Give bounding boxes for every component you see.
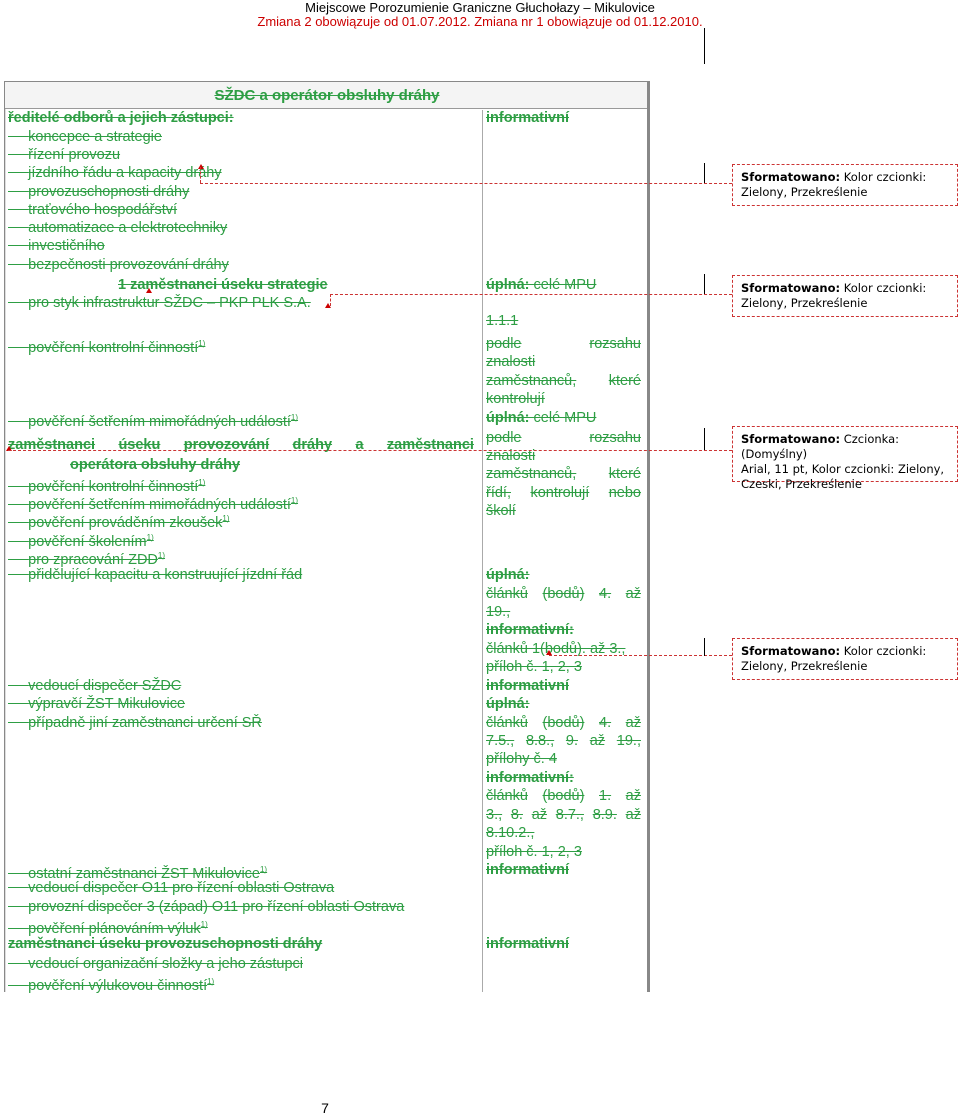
scope-strategy: úplná: celé MPU: [486, 277, 597, 293]
change-bar: [704, 28, 705, 64]
scope-investigation: úplná: celé MPU: [486, 410, 597, 426]
row-operation-staff: zaměstnanci úseku provozování dráhy a zaměstnanci: [8, 437, 474, 453]
scope-inspection-l1: podle rozsahu: [486, 336, 641, 352]
comment-connector: [200, 183, 732, 184]
scope-capacity-info: informativní:: [486, 622, 574, 638]
table-title-row: [5, 82, 649, 109]
row-other-station-staff: ostatní zaměstnanci ŽST Mikulovice$^{1)}$: [28, 865, 268, 882]
row-directors: ředitelé odborů a jejich zástupci:: [8, 110, 234, 126]
scope-station-info: informativní:: [486, 770, 574, 786]
row-track: traťového hospodářství: [28, 202, 178, 218]
row-concept: koncepce a strategie: [28, 129, 162, 145]
row-o11-chief: vedoucí dispečer O11 pro řízení oblasti Ostrava: [28, 880, 335, 896]
row-testing: pověření prováděním zkoušek$^{1)}$: [28, 514, 230, 531]
scope-capacity-full: úplná:: [486, 567, 530, 583]
scope-station-full: úplná:: [486, 696, 530, 712]
scope-station-l2: článků (bodů) 4. až: [486, 715, 641, 731]
scope-operation-l3: zaměstnanců, které: [486, 466, 641, 482]
format-comment-balloon[interactable]: Sformatowano: Kolor czcionki: Zielony, Przekreślenie: [732, 275, 958, 317]
row-border-contact: pro styk infrastruktur SŽDC – PKP PLK S.A.: [28, 295, 311, 311]
comment-connector: [330, 294, 732, 295]
scope-other-staff: informativní: [486, 862, 569, 878]
scope-inspection-l2: znalosti: [486, 354, 536, 370]
comment-connector: [8, 450, 732, 451]
row-operability: provozuschopnosti dráhy: [28, 184, 190, 200]
row-investigation-2: pověření šetřením mimořádných událostí$^{1)}$: [28, 496, 299, 513]
table-title: SŽDC a operátor obsluhy dráhy: [214, 87, 440, 104]
row-automation: automatizace a elektrotechniky: [28, 220, 228, 236]
row-timetable: jízdního řádu a kapacity dráhy: [28, 165, 222, 181]
scope-operation-l4: řídí, kontrolují nebo: [486, 485, 641, 501]
row-inspection-2: pověření kontrolní činností$^{1)}$: [28, 478, 206, 495]
format-comment-balloon[interactable]: Sformatowano: Czcionka: (Domyślny) Arial, 11 pt, Kolor czcionki: Zielony, Czeski, Przekreślenie: [732, 426, 958, 482]
scope-station-l9: příloh č. 1, 2, 3: [486, 844, 582, 860]
scope-capacity-l5: článků 1(bodů). až 3.,: [486, 641, 626, 657]
row-closure-activity: pověření výlukovou činností$^{1)}$: [28, 977, 215, 994]
row-strategy-staff: 1 zaměstnanci úseku strategie: [118, 277, 328, 293]
row-o11-dispatcher: provozní dispečer 3 (západ) O11 pro řízení oblasti Ostrava: [28, 899, 405, 915]
row-safety: bezpečnosti provozování dráhy: [28, 257, 229, 273]
scope-station-l3: 7.5., 8.8., 9. až 19.,: [486, 733, 641, 749]
scope-inspection-l3: zaměstnanců, které: [486, 373, 641, 389]
page-number: 7: [321, 1100, 329, 1116]
change-bar: [704, 274, 705, 294]
scope-capacity-l3: 19.,: [486, 604, 511, 620]
row-unit-head: vedoucí organizační složky a jeho zástupci: [28, 956, 304, 972]
row-other-designated: případně jiní zaměstnanci určení SŘ: [28, 715, 262, 731]
scope-station-l4: přílohy č. 4: [486, 751, 557, 767]
scope-operation-l1: podle rozsahu: [486, 430, 641, 446]
column-divider: [482, 110, 483, 992]
row-investment: investičního: [28, 238, 105, 254]
running-header-amendments: Zmiana 2 obowiązuje od 01.07.2012. Zmiana nr 1 obowiązuje od 01.12.2010.: [257, 14, 703, 29]
comment-connector: [330, 294, 331, 306]
scope-capacity-l2: článků (bodů) 4. až: [486, 586, 641, 602]
format-comment-balloon[interactable]: Sformatowano: Kolor czcionki: Zielony, Przekreślenie: [732, 638, 958, 680]
scope-operation-l2: znalosti: [486, 448, 536, 464]
row-zdd: pro zpracování ZDD$^{1)}$: [28, 551, 166, 568]
scope-operability: informativní: [486, 936, 569, 952]
scope-operation-l5: školí: [486, 503, 516, 519]
format-comment-balloon[interactable]: Sformatowano: Kolor czcionki: Zielony, Przekreślenie: [732, 164, 958, 206]
row-traffic: řízení provozu: [28, 147, 121, 163]
row-inspection-1: pověření kontrolní činností$^{1)}$: [28, 339, 206, 356]
row-investigation-1: pověření šetřením mimořádných událostí$^{1)}$: [28, 413, 299, 430]
row-station-dispatcher: výpravčí ŽST Mikulovice: [28, 696, 186, 712]
scope-station-l8: 8.10.2.,: [486, 825, 535, 841]
insertion-mark: [198, 164, 204, 169]
running-header-title: Miejscowe Porozumienie Graniczne Głuchołazy – Mikulovice: [305, 0, 655, 15]
scope-numbering: 1.1.1: [486, 313, 519, 329]
scope-capacity-l6: příloh č. 1, 2, 3: [486, 659, 582, 675]
scope-directors: informativní: [486, 110, 569, 126]
row-capacity: přidělující kapacitu a konstruující jízdní řád: [28, 567, 303, 583]
row-operability-staff: zaměstnanci úseku provozuschopnosti dráhy: [8, 936, 323, 952]
insertion-mark: [146, 288, 152, 293]
scope-station-l7: 3., 8. až 8.7., 8.9. až: [486, 807, 641, 823]
comment-connector: [200, 167, 201, 183]
change-bar: [704, 163, 705, 183]
row-chief-dispatcher: vedoucí dispečer SŽDC: [28, 678, 182, 694]
row-training: pověření školením$^{1)}$: [28, 533, 154, 550]
scope-inspection-l4: kontrolují: [486, 391, 545, 407]
scope-station-l6: článků (bodů) 1. až: [486, 788, 641, 804]
scope-chief-dispatcher: informativní: [486, 678, 569, 694]
row-operator: operátora obsluhy dráhy: [70, 457, 241, 473]
change-bar: [704, 638, 705, 656]
table-right-edge: [647, 82, 649, 992]
change-bar: [704, 428, 705, 450]
row-closure-planning: pověření plánováním výluk$^{1)}$: [28, 920, 208, 937]
